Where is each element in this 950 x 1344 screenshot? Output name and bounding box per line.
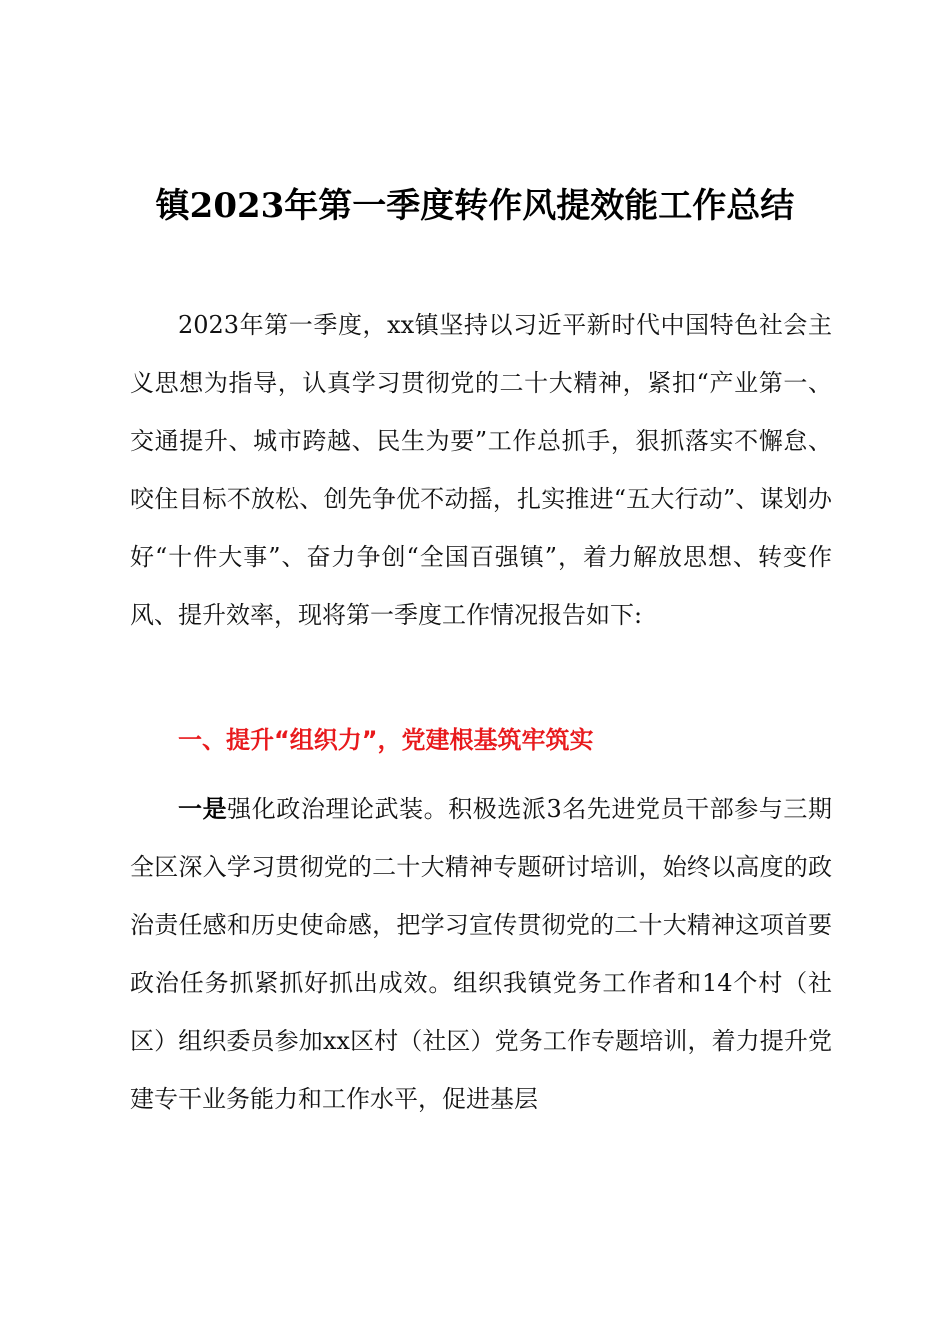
section-1-heading: 一、提升“组织力”，党建根基筑牢筑实 bbox=[178, 726, 594, 754]
paragraph-text: 强化政治理论武装。积极选派3名先进党员干部参与三期全区深入学习贯彻党的二十大精神专题研讨培训，始终以高度的政治责任感和历史使命感，把学习宣传贯彻党的二十大精神这项首要政治任务抓紧抓好抓出成效。组织我镇党务工作者和14个村（社区）组织委员参加xx区村（社区）党务工作专题培训，着力提升党建专干业务能力和工作水平，促进基层 bbox=[130, 795, 832, 1113]
section-1-paragraph-1 bbox=[130, 780, 832, 1128]
intro-paragraph: 2023年第一季度，xx镇坚持以习近平新时代中国特色社会主义思想为指导，认真学习贯彻党的二十大精神，紧扣“产业第一、交通提升、城市跨越、民生为要”工作总抓手，狠抓落实不懈怠、咬住目标不放松、创先争优不动摇，扎实推进“五大行动”、谋划办好“十件大事”、奋力争创“全国百强镇”，着力解放思想、转变作风、提升效率，现将第一季度工作情况报告如下: bbox=[130, 311, 832, 629]
paragraph-lead: 一是 bbox=[178, 795, 228, 823]
document-title: 镇2023年第一季度转作风提效能工作总结 bbox=[155, 186, 795, 226]
